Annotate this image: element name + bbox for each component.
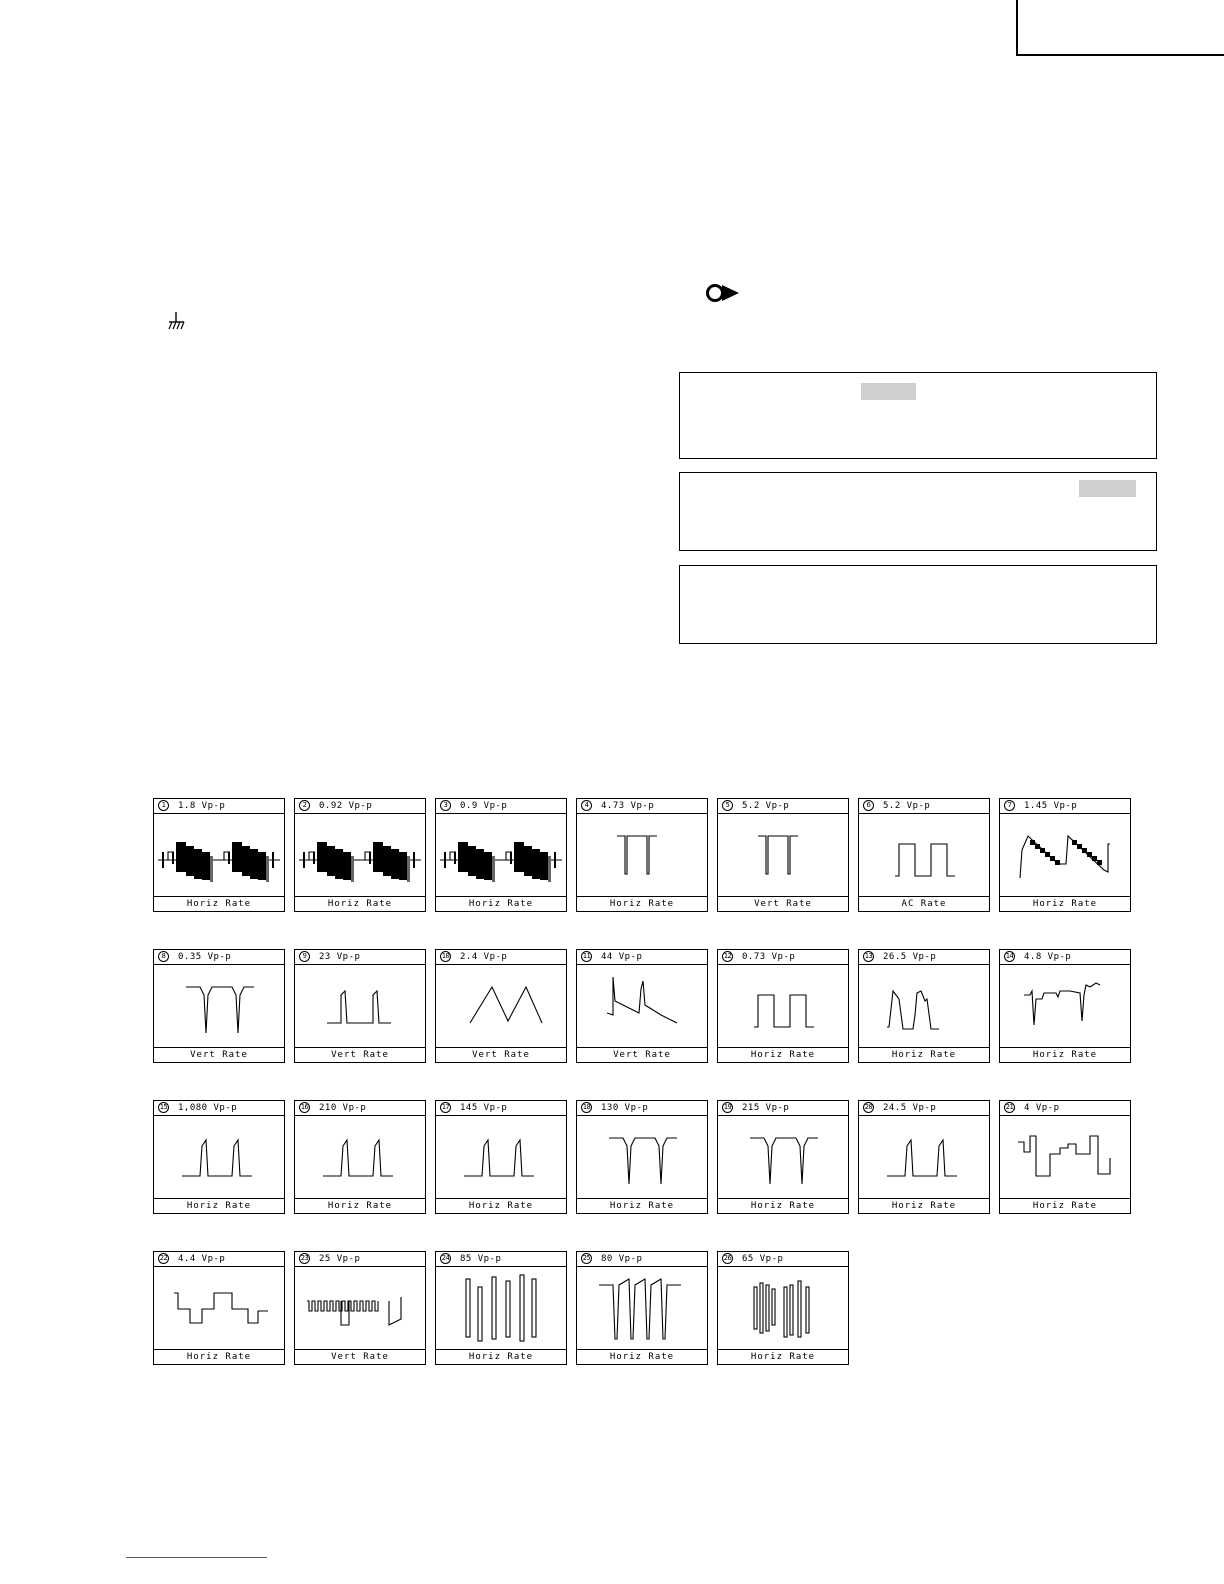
- waveform-header: [718, 1101, 848, 1116]
- waveform-number: 20: [864, 1103, 873, 1111]
- waveform-number: 1: [158, 800, 169, 811]
- waveform-rate: Horiz Rate: [436, 896, 566, 911]
- waveform-amplitude: 44 Vp-p: [601, 952, 643, 962]
- waveform-header: [1000, 950, 1130, 965]
- waveform-amplitude: 215 Vp-p: [742, 1103, 790, 1113]
- waveform-header: [436, 950, 566, 965]
- waveform-trace: [859, 1116, 989, 1198]
- waveform-21: [999, 1100, 1131, 1214]
- waveform-header: [718, 799, 848, 814]
- waveform-trace: [436, 965, 566, 1047]
- waveform-trace: [577, 814, 707, 896]
- waveform-rate: Horiz Rate: [436, 1198, 566, 1213]
- waveform-20: [858, 1100, 990, 1214]
- waveform-25: [576, 1251, 708, 1365]
- note-highlight: [1079, 480, 1136, 497]
- waveform-amplitude: 210 Vp-p: [319, 1103, 367, 1113]
- waveform-number: 5: [722, 800, 733, 811]
- note-highlight: [861, 383, 916, 400]
- waveform-rate: Horiz Rate: [295, 896, 425, 911]
- waveform-number: 7: [1004, 800, 1015, 811]
- waveform-amplitude: 85 Vp-p: [460, 1254, 502, 1264]
- waveform-rate: Vert Rate: [295, 1349, 425, 1364]
- waveform-amplitude: 24.5 Vp-p: [883, 1103, 937, 1113]
- waveform-trace: [154, 1267, 284, 1349]
- waveform-amplitude: 2.4 Vp-p: [460, 952, 508, 962]
- note-box-3: [679, 565, 1157, 644]
- waveform-amplitude: 80 Vp-p: [601, 1254, 643, 1264]
- waveform-trace: [718, 814, 848, 896]
- note-box-2: [679, 472, 1157, 551]
- waveform-number: 13: [864, 952, 873, 960]
- waveform-header: [436, 1101, 566, 1116]
- waveform-number: 19: [723, 1103, 732, 1111]
- waveform-amplitude: 130 Vp-p: [601, 1103, 649, 1113]
- waveform-header: [718, 950, 848, 965]
- waveform-trace: [295, 1267, 425, 1349]
- waveform-trace: [1000, 814, 1130, 896]
- waveform-rate: Horiz Rate: [1000, 896, 1130, 911]
- waveform-header: [154, 950, 284, 965]
- waveform-trace: [154, 1116, 284, 1198]
- waveform-number: 2: [299, 800, 310, 811]
- waveform-trace: [577, 965, 707, 1047]
- waveform-header: [859, 950, 989, 965]
- waveform-header: [436, 799, 566, 814]
- waveform-15: [153, 1100, 285, 1214]
- waveform-amplitude: 0.35 Vp-p: [178, 952, 232, 962]
- waveform-header: [295, 950, 425, 965]
- waveform-16: [294, 1100, 426, 1214]
- waveform-number: 4: [581, 800, 592, 811]
- waveform-trace: [295, 814, 425, 896]
- test-point-icon: [705, 282, 741, 304]
- waveform-rate: Vert Rate: [718, 896, 848, 911]
- waveform-rate: Horiz Rate: [154, 1349, 284, 1364]
- page-corner-box: [1016, 0, 1224, 56]
- waveform-number: 17: [441, 1103, 450, 1111]
- waveform-trace: [718, 1116, 848, 1198]
- waveform-23: [294, 1251, 426, 1365]
- waveform-trace: [577, 1267, 707, 1349]
- waveform-header: [436, 1252, 566, 1267]
- waveform-1: [153, 798, 285, 912]
- waveform-rate: Horiz Rate: [154, 1198, 284, 1213]
- waveform-rate: Horiz Rate: [1000, 1047, 1130, 1062]
- waveform-number: 10: [441, 952, 450, 960]
- waveform-number: 16: [300, 1103, 309, 1111]
- waveform-amplitude: 0.73 Vp-p: [742, 952, 796, 962]
- waveform-header: [577, 1101, 707, 1116]
- waveform-header: [859, 1101, 989, 1116]
- waveform-rate: Vert Rate: [154, 1047, 284, 1062]
- waveform-number: 22: [159, 1254, 168, 1262]
- waveform-header: [859, 799, 989, 814]
- waveform-amplitude: 4.73 Vp-p: [601, 801, 655, 811]
- waveform-header: [295, 799, 425, 814]
- waveform-rate: Horiz Rate: [859, 1047, 989, 1062]
- waveform-2: [294, 798, 426, 912]
- waveform-rate: Horiz Rate: [718, 1198, 848, 1213]
- waveform-header: [1000, 1101, 1130, 1116]
- waveform-3: [435, 798, 567, 912]
- waveform-trace: [718, 965, 848, 1047]
- waveform-rate: Horiz Rate: [718, 1047, 848, 1062]
- waveform-rate: AC Rate: [859, 896, 989, 911]
- waveform-trace: [436, 1267, 566, 1349]
- waveform-number: 3: [440, 800, 451, 811]
- waveform-12: [717, 949, 849, 1063]
- waveform-trace: [436, 814, 566, 896]
- waveform-header: [154, 1101, 284, 1116]
- waveform-number: 9: [299, 951, 310, 962]
- waveform-4: [576, 798, 708, 912]
- waveform-number: 6: [863, 800, 874, 811]
- waveform-amplitude: 5.2 Vp-p: [742, 801, 790, 811]
- waveform-header: [577, 799, 707, 814]
- waveform-amplitude: 4 Vp-p: [1024, 1103, 1060, 1113]
- waveform-9: [294, 949, 426, 1063]
- waveform-number: 14: [1005, 952, 1014, 960]
- waveform-header: [295, 1101, 425, 1116]
- waveform-trace: [577, 1116, 707, 1198]
- waveform-number: 24: [441, 1254, 450, 1262]
- waveform-trace: [1000, 965, 1130, 1047]
- waveform-number: 8: [158, 951, 169, 962]
- waveform-amplitude: 4.4 Vp-p: [178, 1254, 226, 1264]
- waveform-header: [718, 1252, 848, 1267]
- waveform-header: [154, 1252, 284, 1267]
- waveform-amplitude: 25 Vp-p: [319, 1254, 361, 1264]
- footer-rule: [126, 1557, 267, 1558]
- waveform-18: [576, 1100, 708, 1214]
- waveform-17: [435, 1100, 567, 1214]
- waveform-trace: [295, 1116, 425, 1198]
- waveform-number: 26: [723, 1254, 732, 1262]
- waveform-13: [858, 949, 990, 1063]
- waveform-amplitude: 65 Vp-p: [742, 1254, 784, 1264]
- waveform-22: [153, 1251, 285, 1365]
- waveform-10: [435, 949, 567, 1063]
- waveform-6: [858, 798, 990, 912]
- waveform-header: [577, 950, 707, 965]
- waveform-rate: Horiz Rate: [295, 1198, 425, 1213]
- waveform-number: 18: [582, 1103, 591, 1111]
- waveform-rate: Vert Rate: [577, 1047, 707, 1062]
- waveform-number: 11: [582, 952, 591, 960]
- waveform-24: [435, 1251, 567, 1365]
- waveform-amplitude: 23 Vp-p: [319, 952, 361, 962]
- waveform-rate: Vert Rate: [295, 1047, 425, 1062]
- waveform-rate: Horiz Rate: [436, 1349, 566, 1364]
- waveform-rate: Horiz Rate: [577, 1349, 707, 1364]
- waveform-amplitude: 1.45 Vp-p: [1024, 801, 1078, 811]
- waveform-8: [153, 949, 285, 1063]
- waveform-amplitude: 0.92 Vp-p: [319, 801, 373, 811]
- waveform-amplitude: 4.8 Vp-p: [1024, 952, 1072, 962]
- waveform-amplitude: 26.5 Vp-p: [883, 952, 937, 962]
- waveform-7: [999, 798, 1131, 912]
- waveform-amplitude: 0.9 Vp-p: [460, 801, 508, 811]
- waveform-trace: [154, 814, 284, 896]
- waveform-trace: [718, 1267, 848, 1349]
- waveform-11: [576, 949, 708, 1063]
- waveform-header: [154, 799, 284, 814]
- waveform-trace: [1000, 1116, 1130, 1198]
- waveform-trace: [859, 965, 989, 1047]
- waveform-trace: [295, 965, 425, 1047]
- note-box-1: [679, 372, 1157, 459]
- waveform-26: [717, 1251, 849, 1365]
- waveform-amplitude: 145 Vp-p: [460, 1103, 508, 1113]
- waveform-trace: [436, 1116, 566, 1198]
- waveform-trace: [154, 965, 284, 1047]
- waveform-amplitude: 5.2 Vp-p: [883, 801, 931, 811]
- waveform-rate: Horiz Rate: [577, 896, 707, 911]
- waveform-amplitude: 1,080 Vp-p: [178, 1103, 238, 1113]
- waveform-rate: Horiz Rate: [577, 1198, 707, 1213]
- waveform-number: 23: [300, 1254, 309, 1262]
- waveform-rate: Horiz Rate: [859, 1198, 989, 1213]
- waveform-rate: Horiz Rate: [718, 1349, 848, 1364]
- waveform-5: [717, 798, 849, 912]
- waveform-header: [1000, 799, 1130, 814]
- waveform-number: 21: [1005, 1103, 1014, 1111]
- waveform-rate: Horiz Rate: [154, 896, 284, 911]
- waveform-19: [717, 1100, 849, 1214]
- ground-icon: [166, 310, 186, 332]
- waveform-number: 15: [159, 1103, 168, 1111]
- waveform-number: 25: [582, 1254, 591, 1262]
- waveform-trace: [859, 814, 989, 896]
- waveform-14: [999, 949, 1131, 1063]
- waveform-amplitude: 1.8 Vp-p: [178, 801, 226, 811]
- waveform-number: 12: [723, 952, 732, 960]
- waveform-header: [295, 1252, 425, 1267]
- waveform-rate: Horiz Rate: [1000, 1198, 1130, 1213]
- waveform-header: [577, 1252, 707, 1267]
- waveform-rate: Vert Rate: [436, 1047, 566, 1062]
